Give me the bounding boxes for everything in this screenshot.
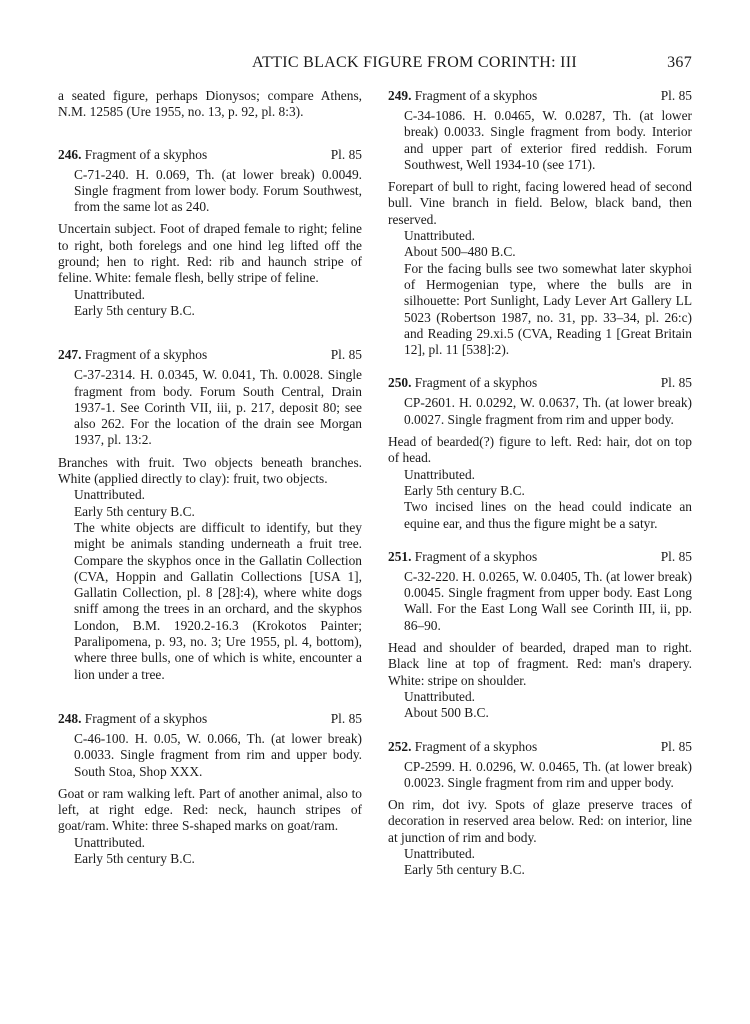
entry-heading: [388, 375, 692, 392]
catalog-entry-251: [388, 549, 692, 722]
left-column: [58, 88, 362, 867]
date: Early 5th century B.C.: [404, 862, 525, 878]
date: Early 5th century B.C.: [74, 850, 195, 866]
entry-title: Fragment of a skyphos: [414, 548, 538, 564]
entry-heading: [388, 549, 692, 566]
entry-title: Fragment of a skyphos: [414, 738, 538, 754]
catalog-data: C-32-220. H. 0.0265, W. 0.0405, Th. (at lower break) 0.0045. Single fragment from upper body. East Long Wall. For the East Long Wall see Corinth III, ii, pp. 86–90.: [404, 568, 692, 633]
plate-ref: Pl. 85: [660, 738, 692, 754]
entry-number: 247.: [58, 347, 82, 363]
entry-title: Fragment of a skyphos: [414, 88, 538, 103]
commentary: Two incised lines on the head could indicate an equine ear, and thus the figure might be a satyr.: [404, 499, 692, 531]
description: Forepart of bull to right, facing lowered head of second bull. Vine branch in field. Below, black band, then reserved.: [388, 179, 692, 227]
entry-heading: [388, 88, 692, 105]
description: On rim, dot ivy. Spots of glaze preserve traces of decoration in reserved area below. Red: on interior, line at junction of rim and body.: [388, 797, 692, 845]
description: Branches with fruit. Two objects beneath branches. White (applied directly to clay): fruit, two objects.: [58, 454, 362, 487]
catalog-entry-252: [388, 739, 692, 879]
entry-number: 250.: [388, 375, 412, 391]
attribution: Unattributed.: [404, 228, 476, 244]
intro-text: a seated figure, perhaps Dionysos; compare Athens, N.M. 12585 (Ure 1955, no. 13, p. 92, pl. 8:3).: [58, 88, 362, 120]
catalog-data: CP-2601. H. 0.0292, W. 0.0637, Th. (at lower break) 0.0027. Single fragment from rim and upper body.: [404, 395, 692, 427]
entry-number: 248.: [58, 710, 82, 726]
attribution: Unattributed.: [74, 487, 146, 503]
plate-ref: Pl. 85: [330, 347, 362, 363]
plate-ref: Pl. 85: [660, 375, 692, 391]
date: Early 5th century B.C.: [74, 503, 195, 519]
plate-ref: Pl. 85: [330, 710, 362, 726]
date: About 500–480 B.C.: [404, 244, 516, 260]
description: Uncertain subject. Foot of draped female to right; feline to right, both forelegs and one hind leg lifted off the ground; hen to right. Red: rib and haunch stripe of feline. White: female flesh, belly stripe of feline.: [58, 221, 362, 286]
catalog-data: C-46-100. H. 0.05, W. 0.066, Th. (at lower break) 0.0033. Single fragment from rim and upper body. South Stoa, Shop XXX.: [74, 730, 362, 779]
entry-title: Fragment of a skyphos: [84, 347, 208, 363]
catalog-data: C-34-1086. H. 0.0465, W. 0.0287, Th. (at lower break) 0.0033. Single fragment from body. Interior and upper part of exterior fired reddish. Forum Southwest, Well 1934-10 (see 171).: [404, 108, 692, 172]
catalog-entry-249: [388, 88, 692, 358]
running-title: ATTIC BLACK FIGURE FROM CORINTH: III: [252, 54, 578, 71]
entry-number: 252.: [388, 738, 412, 754]
entry-heading: [388, 739, 692, 756]
plate-ref: Pl. 85: [660, 88, 692, 103]
plate-ref: Pl. 85: [330, 146, 362, 162]
right-column: [388, 88, 692, 879]
attribution: Unattributed.: [74, 834, 146, 850]
catalog-entry-247: [58, 347, 362, 683]
catalog-entry-248: [58, 711, 362, 867]
catalog-data: C-37-2314. H. 0.0345, W. 0.041, Th. 0.0028. Single fragment from body. Forum South Central, Drain 1937-1. See Corinth VII, iii, p. 217, deposit 80; see also 262. For the location of the drain see Morgan 1937, pl. 13:2.: [74, 367, 362, 448]
entry-number: 249.: [388, 88, 412, 103]
date: Early 5th century B.C.: [74, 302, 195, 318]
entry-heading: [58, 147, 362, 164]
page-number: 367: [667, 54, 692, 71]
description: Goat or ram walking left. Part of another animal, also to left, at right edge. Red: neck, haunch stripes of goat/ram. White: three S-shaped marks on goat/ram.: [58, 785, 362, 834]
catalog-entry-246: [58, 147, 362, 320]
description: Head and shoulder of bearded, draped man to right. Black line at top of fragment. Red: man's drapery. White: stripe on shoulder.: [388, 640, 692, 688]
entry-title: Fragment of a skyphos: [84, 146, 208, 162]
attribution: Unattributed.: [74, 286, 146, 302]
attribution: Unattributed.: [404, 845, 476, 861]
catalog-data: C-71-240. H. 0.069, Th. (at lower break) 0.0049. Single fragment from lower body. Forum Southwest, from the same lot as 240.: [74, 166, 362, 215]
entry-number: 251.: [388, 548, 412, 564]
attribution: Unattributed.: [404, 688, 476, 704]
entry-heading: [58, 711, 362, 728]
date: Early 5th century B.C.: [404, 482, 525, 498]
catalog-entry-250: [388, 375, 692, 531]
entry-title: Fragment of a skyphos: [84, 710, 208, 726]
entry-number: 246.: [58, 146, 82, 162]
attribution: Unattributed.: [404, 466, 476, 482]
entry-heading: [58, 347, 362, 364]
catalog-data: CP-2599. H. 0.0296, W. 0.0465, Th. (at lower break) 0.0023. Single fragment from rim and upper body.: [404, 758, 692, 790]
commentary: The white objects are difficult to identify, but they might be animals standing underneath a fruit tree. Compare the skyphos once in the Gallatin Collection (CVA, Hoppin and Gallatin Collections [USA 1], Gallatin Collection, pl. 8 [28]:4), where white dogs sniff among the trees in an orchard, and the skyphos London, B.M. 1920.2-16.3 (Krokotos Painter; Paralipomena, p. 93, no. 3; Ure 1955, pl. 4, bottom), where three bulls, one of which is white, encounter a lion under a tree.: [74, 519, 362, 682]
plate-ref: Pl. 85: [660, 548, 692, 564]
commentary: For the facing bulls see two somewhat later skyphoi of Hermogenian type, where the bulls are in silhouette: Port Sunlight, Lady Lever Art Gallery LL 5023 (Robertson 1987, no. 31, pp. 33–34, pl. 26:c) and Reading 29.xi.5 (CVA, Reading 1 [Great Britain 12], pl. 11 [538]:2).: [404, 260, 692, 358]
date: About 500 B.C.: [404, 705, 489, 721]
running-header: [58, 52, 692, 76]
entry-title: Fragment of a skyphos: [414, 375, 538, 391]
description: Head of bearded(?) figure to left. Red: hair, dot on top of head.: [388, 434, 692, 466]
